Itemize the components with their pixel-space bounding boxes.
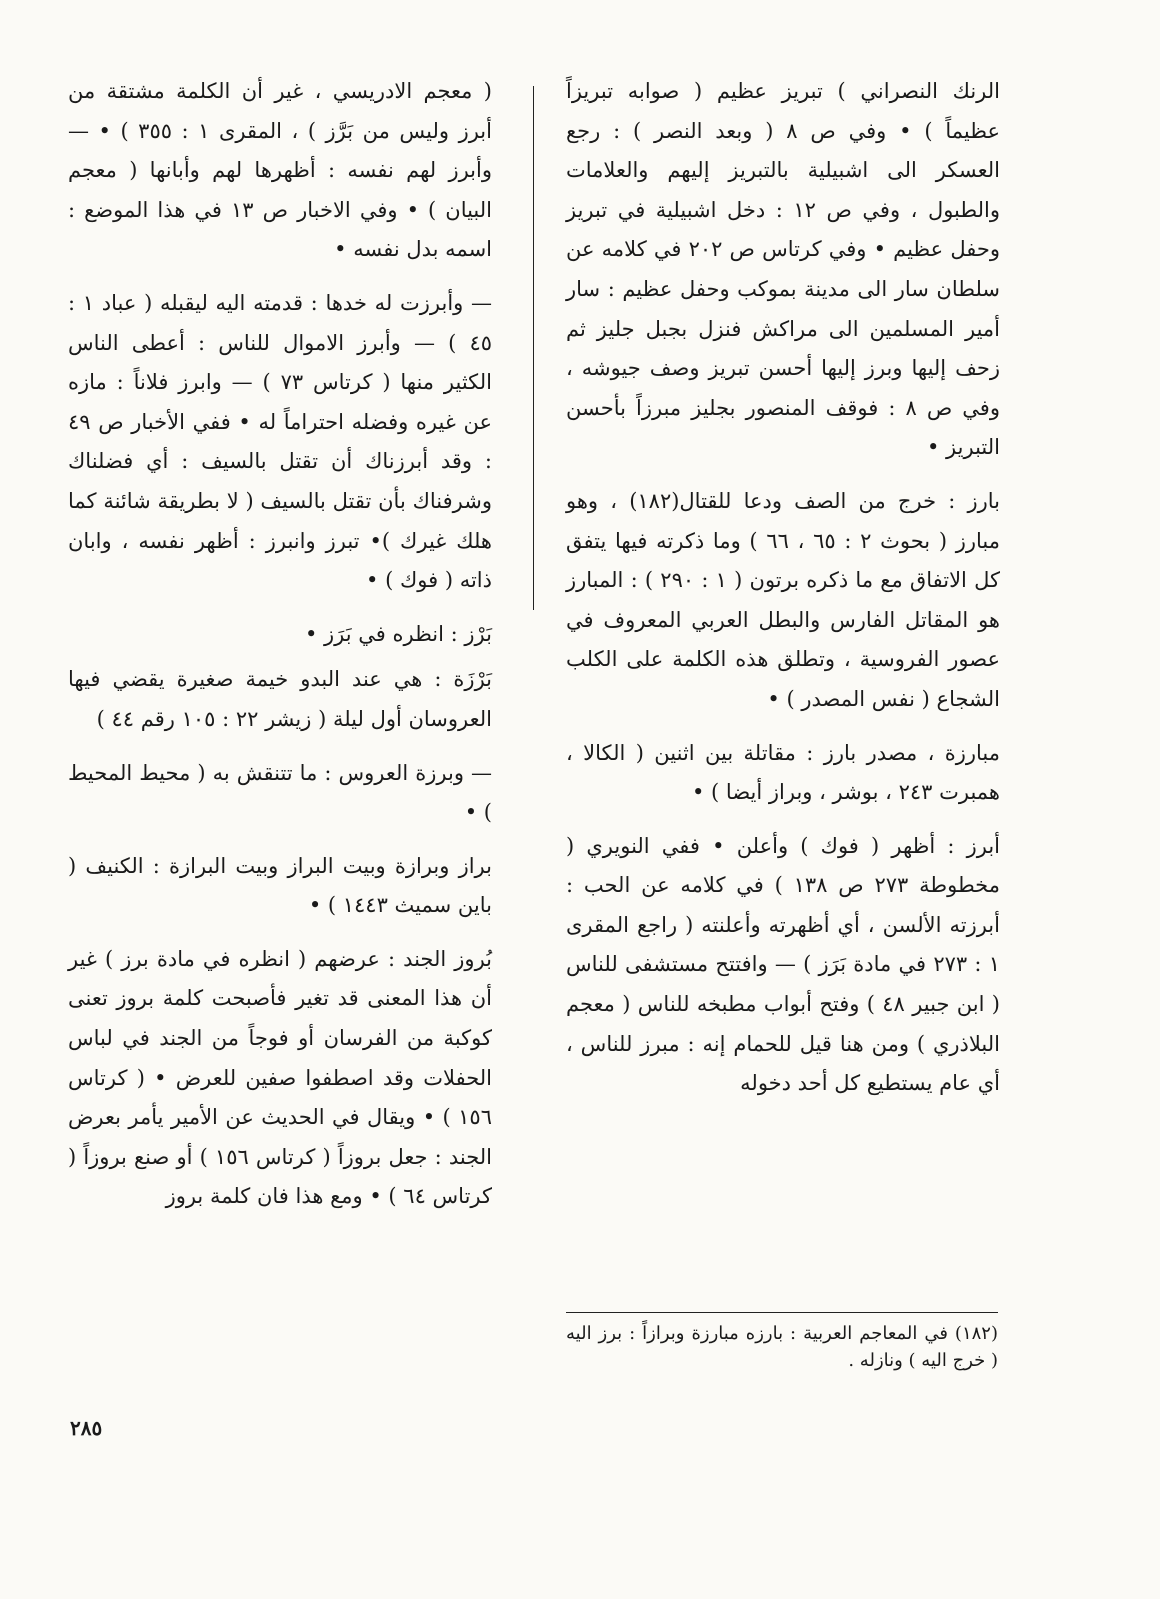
paragraph: — وبرزة العروس : ما تتنقش به ( محيط المحيط ) •	[68, 760, 492, 825]
paragraph: بَرْز : انظره في بَرَز •	[304, 621, 492, 646]
footnote: (١٨٢) في المعاجم العربية : بارزه مبارزة وبرازاً : برز اليه ( خرج اليه ) ونازله .	[566, 1323, 998, 1371]
paragraph: — وأبرزت له خدها : قدمته اليه ليقبله ( عباد ١ : ٤٥ ) — وأبرز الاموال للناس : أعطى الناس الكثير منها ( كرتاس ٧٣ ) — وابرز فلاناً : مازه عن غيره وفضله احتراماً له • ففي الأخبار ص ٤٩ : وقد أبرزناك أن تقتل بالسيف : أي فضلناك وشرفناك بأن تقتل بالسيف ( لا بطريقة شائنة كما هلك غيرك )• تبرز وانبرز : أظهر نفسه ، وابان ذاته ( فوك ) •	[68, 290, 492, 593]
paragraph: الرنك النصراني ) تبريز عظيم ( صوابه تبريزاً عظيماً ) • وفي ص ٨ ( وبعد النصر ) : رجع العسكر الى اشبيلية بالتبريز إليهم والعلامات والطبول ، وفي ص ١٢ : دخل اشبيلية في تبريز وحفل عظيم • وفي كرتاس ص ٢٠٢ في كلامه عن سلطان سار الى مدينة بموكب وحفل عظيم : سار أمير المسلمين الى مراكش فنزل بجبل جليز ثم زحف إليها وبرز إليها أحسن تبريز وصف جيوشه ، وفي ص ٨ : فوقف المنصور بجليز مبرزاً بأحسن التبريز •	[566, 79, 1000, 460]
right-column	[566, 72, 1000, 1118]
paragraph: براز وبرازة وبيت البراز وبيت البرازة : الكنيف ( باين سميث ١٤٤٣ ) •	[68, 853, 492, 918]
left-column	[68, 72, 492, 1231]
footnote-rule	[566, 1312, 998, 1313]
paragraph: ( معجم الادريسي ، غير أن الكلمة مشتقة من أبرز وليس من بَرَّز ) ، المقرى ١ : ٣٥٥ ) • — وأبرز لهم نفسه : أظهرها لهم وأبانها ( معجم البيان ) • وفي الاخبار ص ١٣ في هذا الموضع : اسمه بدل نفسه •	[68, 79, 492, 262]
paragraph: بُروز الجند : عرضهم ( انظره في مادة برز ) غير أن هذا المعنى قد تغير فأصبحت كلمة بروز تعنى كوكبة من الفرسان أو فوجاً من الجند في لباس الحفلات وقد اصطفوا صفين للعرض • ( كرتاس ١٥٦ ) • ويقال في الحديث عن الأمير يأمر بعرض الجند : جعل بروزاً ( كرتاس ١٥٦ ) أو صنع بروزاً ( كرتاس ٦٤ ) • ومع هذا فان كلمة بروز	[68, 946, 492, 1209]
page-number: ٢٨٥	[70, 1416, 103, 1440]
paragraph: مبارزة ، مصدر بارز : مقاتلة بين اثنين ( الكالا ، همبرت ٢٤٣ ، بوشر ، وبراز أيضا ) •	[566, 740, 1000, 805]
paragraph: بارز : خرج من الصف ودعا للقتال(١٨٢) ، وهو مبارز ( بحوث ٢ : ٦٥ ، ٦٦ ) وما ذكرته فيها يتفق كل الاتفاق مع ما ذكره برتون ( ١ : ٢٩٠ ) : المبارز هو المقاتل الفارس والبطل العربي المعروف في عصور الفروسية ، وتطلق هذه الكلمة على الكلب الشجاع ( نفس المصدر ) •	[566, 488, 1000, 711]
paragraph: بَرْزَة : هي عند البدو خيمة صغيرة يقضي فيها العروسان أول ليلة ( زيشر ٢٢ : ١٠٥ رقم ٤٤ )	[68, 667, 492, 731]
paragraph: أبرز : أظهر ( فوك ) وأعلن • ففي النويري ( مخطوطة ٢٧٣ ص ١٣٨ ) في كلامه عن الحب : أبرزته الألسن ، أي أظهرته وأعلنته ( راجع المقرى ١ : ٢٧٣ في مادة بَرَز ) — وافتتح مستشفى للناس ( ابن جبير ٤٨ ) وفتح أبواب مطبخه للناس ( معجم البلاذري ) ومن هنا قيل للحمام إنه : مبرز للناس ، أي عام يستطيع كل أحد دخوله	[566, 833, 1000, 1096]
column-divider	[533, 86, 534, 610]
